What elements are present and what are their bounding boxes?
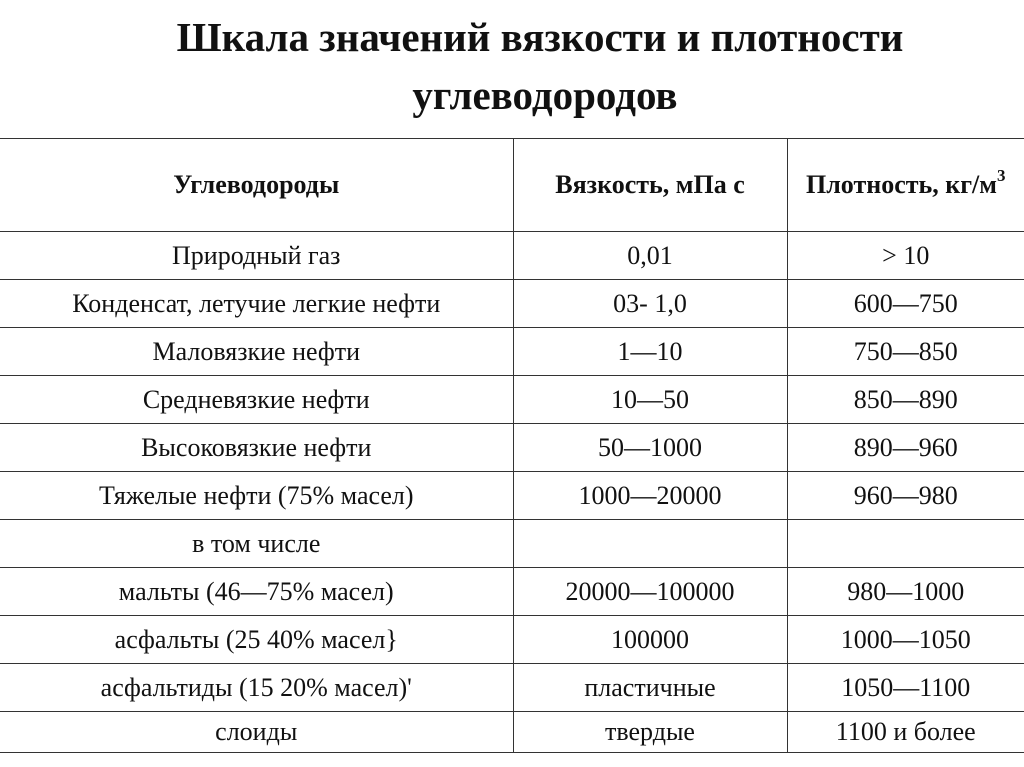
table-row bbox=[0, 616, 1024, 664]
title-line-1: Шкала значений вязкости и плотности bbox=[176, 14, 904, 60]
cell-density: 890—960 bbox=[787, 424, 1024, 472]
cell-hydrocarbon: Тяжелые нефти (75% масел) bbox=[0, 472, 513, 520]
cell-viscosity: 20000—100000 bbox=[513, 568, 787, 616]
page-title bbox=[100, 8, 980, 124]
header-density-label: Плотность, кг/м bbox=[805, 170, 997, 199]
cell-hydrocarbon: Природный газ bbox=[0, 232, 513, 280]
header-density-unit-exponent: 3 bbox=[997, 166, 1006, 186]
cell-hydrocarbon: асфальты (25 40% масел} bbox=[0, 616, 513, 664]
header-density bbox=[787, 139, 1024, 232]
title-line-2: углеводородов bbox=[412, 72, 678, 118]
cell-density bbox=[787, 520, 1024, 568]
header-hydrocarbons: Углеводороды bbox=[0, 139, 513, 232]
cell-viscosity: 10—50 bbox=[513, 376, 787, 424]
cell-density: 1000—1050 bbox=[787, 616, 1024, 664]
cell-viscosity: 03- 1,0 bbox=[513, 280, 787, 328]
cell-density: 750—850 bbox=[787, 328, 1024, 376]
cell-density: 980—1000 bbox=[787, 568, 1024, 616]
cell-viscosity: 0,01 bbox=[513, 232, 787, 280]
cell-density: 1050—1100 bbox=[787, 664, 1024, 712]
cell-viscosity: пластичные bbox=[513, 664, 787, 712]
cell-hydrocarbon: Средневязкие нефти bbox=[0, 376, 513, 424]
cell-hydrocarbon: слоиды bbox=[0, 712, 513, 753]
header-viscosity: Вязкость, мПа с bbox=[513, 139, 787, 232]
cell-density: 1100 и более bbox=[787, 712, 1024, 753]
cell-hydrocarbon: Конденсат, летучие легкие нефти bbox=[0, 280, 513, 328]
cell-viscosity: 1000—20000 bbox=[513, 472, 787, 520]
cell-hydrocarbon: в том числе bbox=[0, 520, 513, 568]
cell-viscosity: 50—1000 bbox=[513, 424, 787, 472]
cell-viscosity bbox=[513, 520, 787, 568]
table-row bbox=[0, 376, 1024, 424]
table-row bbox=[0, 712, 1024, 753]
cell-hydrocarbon: асфальтиды (15 20% масел)' bbox=[0, 664, 513, 712]
table-row bbox=[0, 568, 1024, 616]
table-header-row bbox=[0, 139, 1024, 232]
cell-density: 600—750 bbox=[787, 280, 1024, 328]
cell-density: > 10 bbox=[787, 232, 1024, 280]
cell-hydrocarbon: Маловязкие нефти bbox=[0, 328, 513, 376]
table-row bbox=[0, 424, 1024, 472]
cell-hydrocarbon: Высоковязкие нефти bbox=[0, 424, 513, 472]
hydrocarbon-table bbox=[0, 138, 1024, 753]
cell-viscosity: 100000 bbox=[513, 616, 787, 664]
table-row bbox=[0, 280, 1024, 328]
table-row bbox=[0, 520, 1024, 568]
table-row bbox=[0, 472, 1024, 520]
cell-hydrocarbon: мальты (46—75% масел) bbox=[0, 568, 513, 616]
table-row bbox=[0, 664, 1024, 712]
cell-viscosity: твердые bbox=[513, 712, 787, 753]
cell-density: 850—890 bbox=[787, 376, 1024, 424]
cell-density: 960—980 bbox=[787, 472, 1024, 520]
cell-viscosity: 1—10 bbox=[513, 328, 787, 376]
table-row bbox=[0, 232, 1024, 280]
table-row bbox=[0, 328, 1024, 376]
